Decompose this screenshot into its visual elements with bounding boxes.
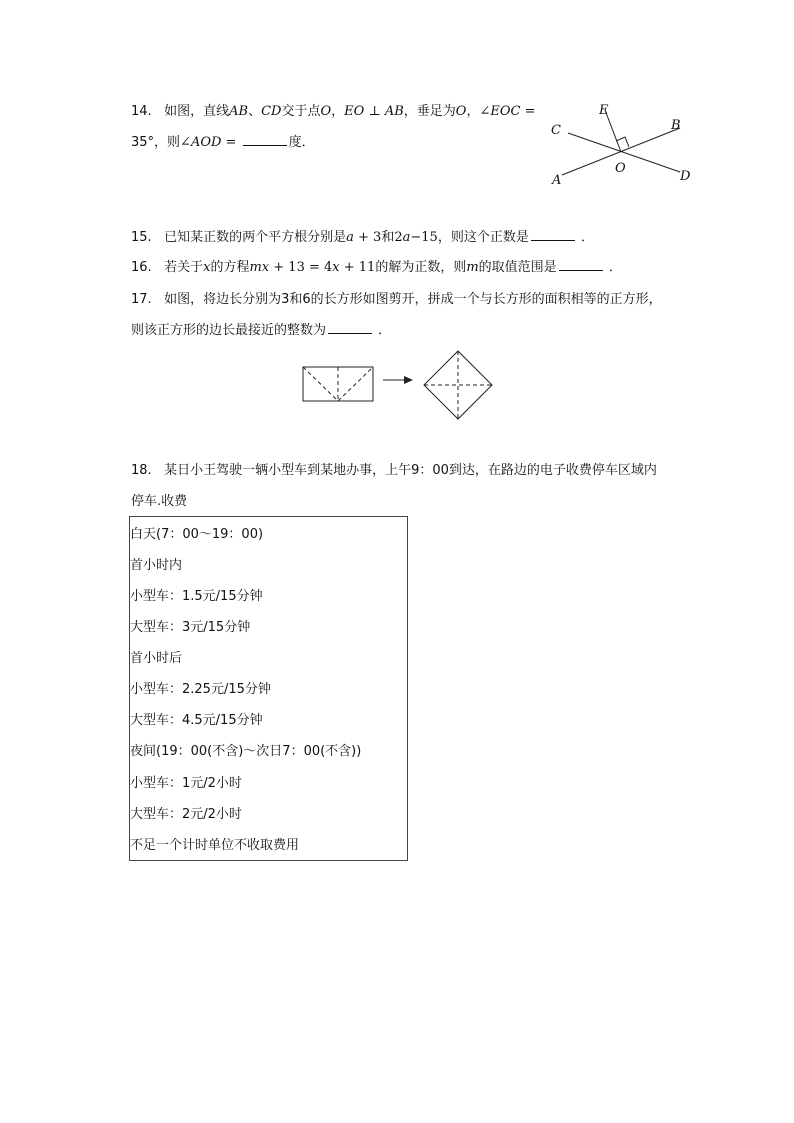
- q18-line2: [131, 492, 187, 512]
- q15-var-a2: a: [402, 230, 411, 245]
- fee-row: 大型车：4.5元/15分钟: [130, 713, 263, 728]
- q14-sep: 、: [248, 104, 262, 119]
- q17-number: 17.: [131, 292, 152, 307]
- q18-line1: [131, 461, 657, 481]
- q14-number: 14.: [131, 104, 152, 119]
- fee-row: 首小时后: [130, 651, 183, 666]
- label-a: A: [552, 173, 562, 188]
- q14-figure: [548, 100, 708, 190]
- q15-line: [131, 228, 594, 248]
- q15-text1: 已知某正数的两个平方根分别是: [164, 230, 347, 245]
- q16-end: ．: [608, 260, 622, 275]
- q17-figure: [300, 348, 500, 430]
- q16-var-x2: x: [332, 260, 340, 275]
- q14-eo: EO: [344, 104, 365, 119]
- q14-ab: AB: [229, 104, 249, 119]
- q14-perp: ⊥: [364, 104, 385, 119]
- q16-var-m: m: [466, 260, 479, 275]
- q18-number: 18.: [131, 463, 152, 478]
- q15-text2: ，则这个正数是: [437, 230, 529, 245]
- q14-meet: 交于点: [281, 104, 321, 119]
- q14-o: O: [320, 104, 332, 119]
- q15-end: ．: [580, 230, 594, 245]
- q16-line: [131, 258, 622, 278]
- q18-text2: 停车.收费: [131, 494, 188, 509]
- q17-line1: [131, 290, 662, 310]
- q14-unit: 度．: [288, 135, 315, 150]
- fee-row: 大型车：3元/15分钟: [130, 620, 251, 635]
- q17-answer-blank[interactable]: [328, 321, 372, 334]
- q16-answer-blank[interactable]: [559, 258, 603, 271]
- q16-mx: mx: [249, 260, 270, 275]
- right-angle-mark: [616, 137, 629, 147]
- q14-cd: CD: [261, 104, 282, 119]
- q18-text1: 某日小王驾驶一辆小型车到某地办事，上午9：00到达，在路边的电子收费停车区域内: [164, 463, 657, 478]
- q16-text1: 若关于: [164, 260, 204, 275]
- q17-text1: 如图，将边长分别为3和6的长方形如图剪开，拼成一个与长方形的面积相等的正方形，: [164, 292, 662, 307]
- q15-number: 15.: [131, 230, 152, 245]
- q16-text4: 的取值范围是: [478, 260, 557, 275]
- q16-eq-mid: + 13 = 4: [269, 260, 333, 275]
- arrow-head: [404, 376, 413, 384]
- fee-table: [129, 516, 408, 861]
- q14-deg: 35°，则: [131, 135, 181, 150]
- fee-row: 大型车：2元/2小时: [130, 807, 242, 822]
- q15-answer-blank[interactable]: [531, 228, 575, 241]
- q16-text2: 的方程: [210, 260, 250, 275]
- q16-var-x: x: [203, 260, 211, 275]
- q14-comma2: ，: [466, 104, 480, 119]
- q14-ab2: AB: [384, 104, 404, 119]
- q14-foot: ，垂足为: [403, 104, 456, 119]
- label-e: E: [599, 103, 609, 118]
- label-c: C: [551, 123, 561, 138]
- q14-o2: O: [455, 104, 467, 119]
- q17-text2: 则该正方形的边长最接近的整数为: [131, 323, 327, 338]
- fee-row: 首小时内: [130, 558, 183, 573]
- fee-row: 夜间(19：00(不含)～次日7：00(不含)): [130, 744, 362, 759]
- fee-row: 小型车：2.25元/15分钟: [130, 682, 271, 697]
- q14-eq2: =: [221, 135, 241, 150]
- q17-line2: [131, 321, 391, 341]
- q15-and: 和: [381, 230, 395, 245]
- label-b: B: [671, 118, 681, 133]
- q15-coef: 2: [394, 230, 403, 245]
- q15-expr2: −15: [410, 230, 438, 245]
- q14-comma: ，: [331, 104, 345, 119]
- fee-row: 小型车：1元/2小时: [130, 776, 242, 791]
- q14-line2: [131, 133, 315, 153]
- q15-var-a: a: [346, 230, 354, 245]
- q15-expr1: + 3: [353, 230, 382, 245]
- q14-text: 如图，直线: [164, 104, 230, 119]
- label-d: D: [680, 169, 691, 184]
- label-o: O: [615, 161, 626, 176]
- q14-angle-aod: ∠AOD: [180, 135, 222, 150]
- q14-answer-blank[interactable]: [243, 133, 287, 146]
- q17-end: ．: [378, 323, 392, 338]
- q14-eq: =: [520, 104, 536, 119]
- fee-row: 白天(7：00～19：00): [130, 527, 264, 542]
- q16-text3: 的解为正数，则: [375, 260, 467, 275]
- q14-angle-eoc: ∠EOC: [479, 104, 521, 119]
- q16-number: 16.: [131, 260, 152, 275]
- q16-eq-end: + 11: [339, 260, 376, 275]
- q14-line1: [131, 102, 536, 122]
- fee-row: 不足一个计时单位不收取费用: [130, 838, 300, 853]
- fee-row: 小型车：1.5元/15分钟: [130, 589, 263, 604]
